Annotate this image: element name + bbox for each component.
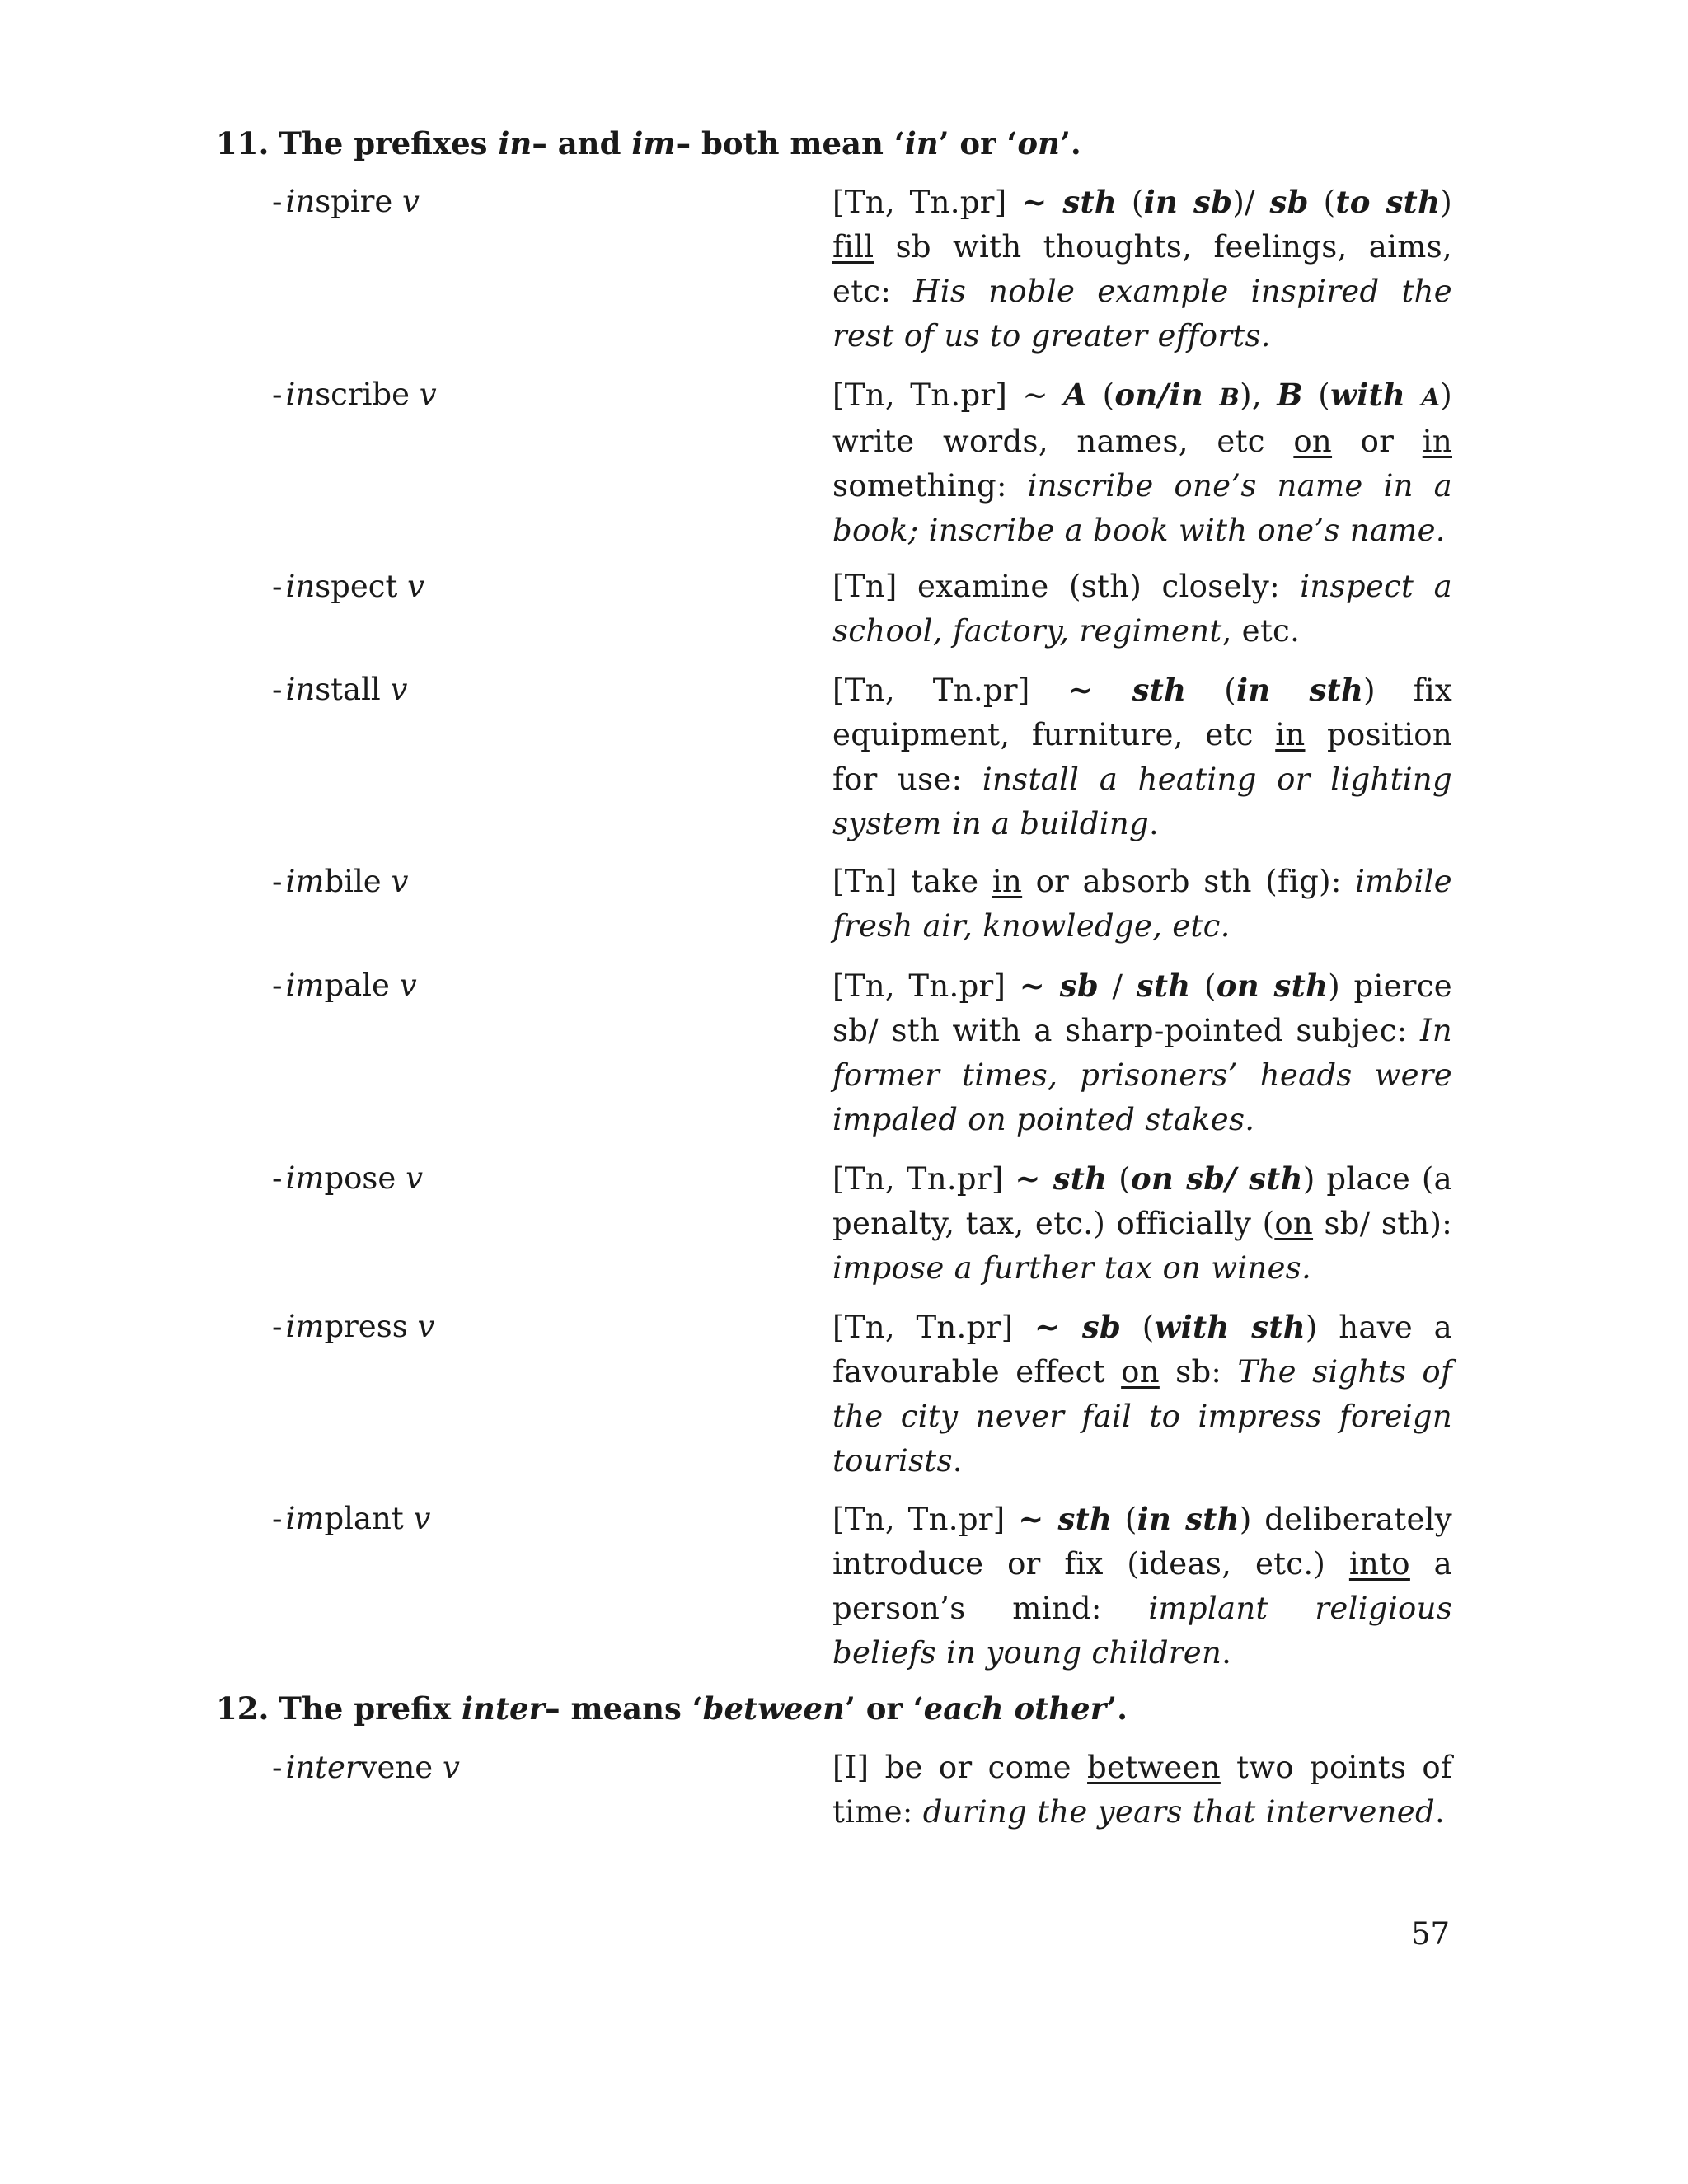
headword: - install v bbox=[272, 672, 408, 707]
text-run: in bbox=[904, 125, 939, 162]
headword-stem: spire bbox=[315, 184, 393, 219]
text-run: ’. bbox=[1106, 1690, 1128, 1727]
part-of-speech: v bbox=[391, 864, 409, 899]
headword-prefix: im bbox=[285, 864, 325, 899]
definition bbox=[832, 180, 1452, 359]
text-run: on bbox=[1274, 1206, 1314, 1241]
text-run: His noble example inspired the rest of us to greater efforts. bbox=[832, 274, 1452, 354]
text-run: sb/ sth): bbox=[1313, 1206, 1452, 1241]
definition bbox=[832, 1497, 1452, 1675]
headword-stem: plant bbox=[324, 1501, 404, 1536]
text-run: ~ sth bbox=[1021, 184, 1118, 220]
text-run: B bbox=[1219, 383, 1240, 411]
text-run: ( bbox=[1302, 377, 1330, 413]
text-run: ~ sth bbox=[1015, 1160, 1108, 1197]
text-run: ) place (a penalty, tax, etc.) officially ( bbox=[832, 1161, 1452, 1241]
text-run: – and bbox=[532, 125, 632, 162]
definition bbox=[832, 1156, 1452, 1291]
text-run: [Tn, Tn.pr] ~ bbox=[832, 377, 1064, 413]
section-number: 12. bbox=[216, 1690, 270, 1727]
text-run: / bbox=[1099, 968, 1137, 1004]
text-run: ( bbox=[1107, 1161, 1131, 1197]
text-run: inscribe one’s name in a book; inscribe a book with one’s name. bbox=[832, 468, 1452, 548]
part-of-speech: v bbox=[390, 672, 408, 707]
text-run: fill bbox=[832, 229, 874, 265]
text-run: ’ or ‘ bbox=[844, 1690, 924, 1727]
definition bbox=[832, 668, 1452, 846]
text-run: – means ‘ bbox=[545, 1690, 703, 1727]
part-of-speech: v bbox=[402, 184, 420, 219]
headword-stem: vene bbox=[359, 1750, 434, 1785]
text-run: [Tn, Tn.pr] bbox=[832, 1310, 1034, 1345]
headword: - inscribe v bbox=[272, 377, 437, 412]
text-run: on sth bbox=[1216, 968, 1329, 1004]
text-run: – both mean ‘ bbox=[675, 125, 905, 162]
text-run: A bbox=[1063, 377, 1088, 413]
definition bbox=[832, 373, 1452, 553]
text-run: to sth bbox=[1335, 184, 1441, 220]
definition bbox=[832, 565, 1452, 654]
text-run: ( bbox=[1308, 185, 1336, 220]
text-run: ) deliberately introduce or fix (ideas, etc.) bbox=[832, 1502, 1452, 1582]
text-run: ) fix equipment, furniture, etc bbox=[832, 673, 1453, 752]
part-of-speech: v bbox=[442, 1750, 460, 1785]
headword-stem: spect bbox=[315, 569, 398, 604]
part-of-speech: v bbox=[399, 968, 417, 1003]
text-run: ( bbox=[1112, 1502, 1137, 1537]
text-run: each other bbox=[923, 1690, 1107, 1727]
headword: - impose v bbox=[272, 1160, 423, 1196]
section-title bbox=[279, 125, 1081, 162]
text-run: on bbox=[1121, 1354, 1160, 1390]
text-run: . bbox=[1435, 1794, 1446, 1830]
text-run: [Tn, Tn.pr] bbox=[832, 1161, 1015, 1197]
text-run: B bbox=[1277, 377, 1303, 413]
text-run: ( bbox=[1117, 185, 1144, 220]
headword: - impale v bbox=[272, 968, 417, 1003]
headword-prefix: in bbox=[285, 672, 316, 707]
headword-prefix: in bbox=[285, 377, 316, 412]
text-run: between bbox=[702, 1690, 845, 1727]
text-run: sb bbox=[1269, 184, 1309, 220]
headword-prefix: im bbox=[285, 1501, 325, 1536]
text-run: ~ sth bbox=[1067, 672, 1187, 708]
text-run: in bbox=[992, 864, 1023, 899]
text-run: ) write words, names, etc bbox=[832, 377, 1452, 459]
definition bbox=[832, 860, 1452, 949]
text-run: [Tn, Tn.pr] bbox=[832, 673, 1068, 708]
text-run: . bbox=[1221, 1635, 1232, 1671]
text-run: in bbox=[1422, 424, 1452, 459]
text-run: ’ or ‘ bbox=[938, 125, 1018, 162]
text-run: with bbox=[1329, 377, 1422, 413]
text-run: In former times, prisoners’ heads were impaled on pointed stakes. bbox=[832, 1013, 1452, 1137]
text-run: A bbox=[1421, 383, 1441, 411]
text-run: position for use: bbox=[832, 717, 1452, 797]
headword: - impress v bbox=[272, 1309, 435, 1344]
text-run: ( bbox=[1186, 673, 1236, 708]
text-run: ) pierce sb/ sth with a sharp-pointed subjec: bbox=[832, 968, 1452, 1048]
section-heading-11 bbox=[216, 121, 1081, 166]
headword-stem: pale bbox=[324, 968, 390, 1003]
section-title bbox=[279, 1690, 1128, 1727]
text-run: in bbox=[498, 125, 532, 162]
text-run: ~ sb bbox=[1019, 968, 1099, 1004]
text-run: in sb bbox=[1143, 184, 1233, 220]
text-run: im bbox=[631, 125, 676, 162]
text-run: on bbox=[1293, 424, 1333, 459]
headword-prefix: in bbox=[285, 569, 316, 604]
headword-prefix: im bbox=[285, 968, 325, 1003]
section-heading-12 bbox=[216, 1686, 1128, 1731]
text-run: on/in bbox=[1114, 377, 1220, 413]
text-run: [Tn, Tn.pr] bbox=[832, 1502, 1019, 1537]
text-run: ) bbox=[1440, 185, 1453, 220]
text-run: something: bbox=[832, 468, 1028, 504]
headword-stem: stall bbox=[315, 672, 381, 707]
headword-stem: bile bbox=[324, 864, 382, 899]
text-run: in bbox=[1275, 717, 1306, 752]
headword-stem: press bbox=[324, 1309, 408, 1344]
text-run: inter bbox=[461, 1690, 546, 1727]
headword: - intervene v bbox=[272, 1750, 460, 1785]
text-run: with sth bbox=[1154, 1309, 1306, 1345]
headword-stem: scribe bbox=[315, 377, 410, 412]
text-run: inspect a school, factory, regiment bbox=[832, 569, 1453, 649]
text-run: [Tn, Tn.pr] bbox=[832, 185, 1022, 220]
text-run: ( bbox=[1190, 968, 1217, 1004]
text-run: ) have a favourable effect bbox=[832, 1310, 1452, 1390]
headword: - imbile v bbox=[272, 864, 409, 899]
page-number: 57 bbox=[1411, 1916, 1451, 1952]
headword: - inspect v bbox=[272, 569, 425, 604]
text-run: impose a further tax on wines. bbox=[832, 1250, 1312, 1286]
text-run: sb: bbox=[1159, 1354, 1238, 1390]
text-run: between bbox=[1087, 1750, 1221, 1785]
headword-prefix: im bbox=[285, 1160, 325, 1196]
headword: - inspire v bbox=[272, 184, 420, 219]
text-run: [I] be or come bbox=[832, 1750, 1088, 1785]
headword-stem: pose bbox=[324, 1160, 396, 1196]
headword-prefix: in bbox=[285, 184, 316, 219]
text-run: [Tn] examine (sth) closely: bbox=[832, 569, 1301, 604]
part-of-speech: v bbox=[407, 569, 425, 604]
text-run: ~ sb bbox=[1034, 1309, 1122, 1345]
text-run: ( bbox=[1087, 377, 1115, 413]
text-run: on bbox=[1017, 125, 1060, 162]
text-run: The prefix bbox=[279, 1690, 462, 1727]
definition bbox=[832, 1305, 1452, 1483]
headword: - implant v bbox=[272, 1501, 431, 1536]
part-of-speech: v bbox=[419, 377, 437, 412]
text-run: or bbox=[1332, 424, 1423, 459]
text-run: ~ sth bbox=[1018, 1501, 1113, 1537]
text-run: a person’s mind: bbox=[832, 1546, 1452, 1626]
definition bbox=[832, 963, 1452, 1142]
text-run: two points of time: bbox=[832, 1750, 1453, 1830]
text-run: , etc. bbox=[1221, 613, 1301, 649]
text-run: in sth bbox=[1137, 1501, 1240, 1537]
text-run: sth bbox=[1136, 968, 1191, 1004]
text-run: [Tn] take bbox=[832, 864, 992, 899]
text-run: ( bbox=[1121, 1310, 1155, 1345]
text-run: ), bbox=[1240, 377, 1278, 413]
text-run: sb with thoughts, feelings, aims, etc: bbox=[832, 229, 1452, 309]
text-run: or absorb sth (fig): bbox=[1022, 864, 1356, 899]
text-run: The prefixes bbox=[279, 125, 499, 162]
text-run: . bbox=[952, 1443, 963, 1479]
part-of-speech: v bbox=[406, 1160, 423, 1196]
text-run: The sights of the city never fail to impress foreign tourists bbox=[832, 1354, 1452, 1479]
text-run: [Tn, Tn.pr] bbox=[832, 968, 1020, 1004]
text-run: implant religious beliefs in young children bbox=[832, 1591, 1452, 1671]
text-run: . bbox=[1148, 806, 1160, 841]
text-run: on sb/ sth bbox=[1130, 1160, 1303, 1197]
text-run: ’. bbox=[1059, 125, 1081, 162]
part-of-speech: v bbox=[413, 1501, 431, 1536]
text-run: )/ bbox=[1232, 185, 1270, 220]
definition bbox=[832, 1746, 1452, 1835]
text-run: in sth bbox=[1236, 672, 1364, 708]
part-of-speech: v bbox=[417, 1309, 435, 1344]
headword-prefix: inter bbox=[285, 1750, 360, 1785]
text-run: into bbox=[1348, 1546, 1410, 1582]
text-run: imbile fresh air, knowledge, etc. bbox=[832, 864, 1452, 944]
text-run: during the years that intervened bbox=[922, 1794, 1435, 1830]
headword-prefix: im bbox=[285, 1309, 325, 1344]
section-number: 11. bbox=[216, 125, 270, 162]
text-run: install a heating or lighting system in a building bbox=[832, 762, 1452, 841]
